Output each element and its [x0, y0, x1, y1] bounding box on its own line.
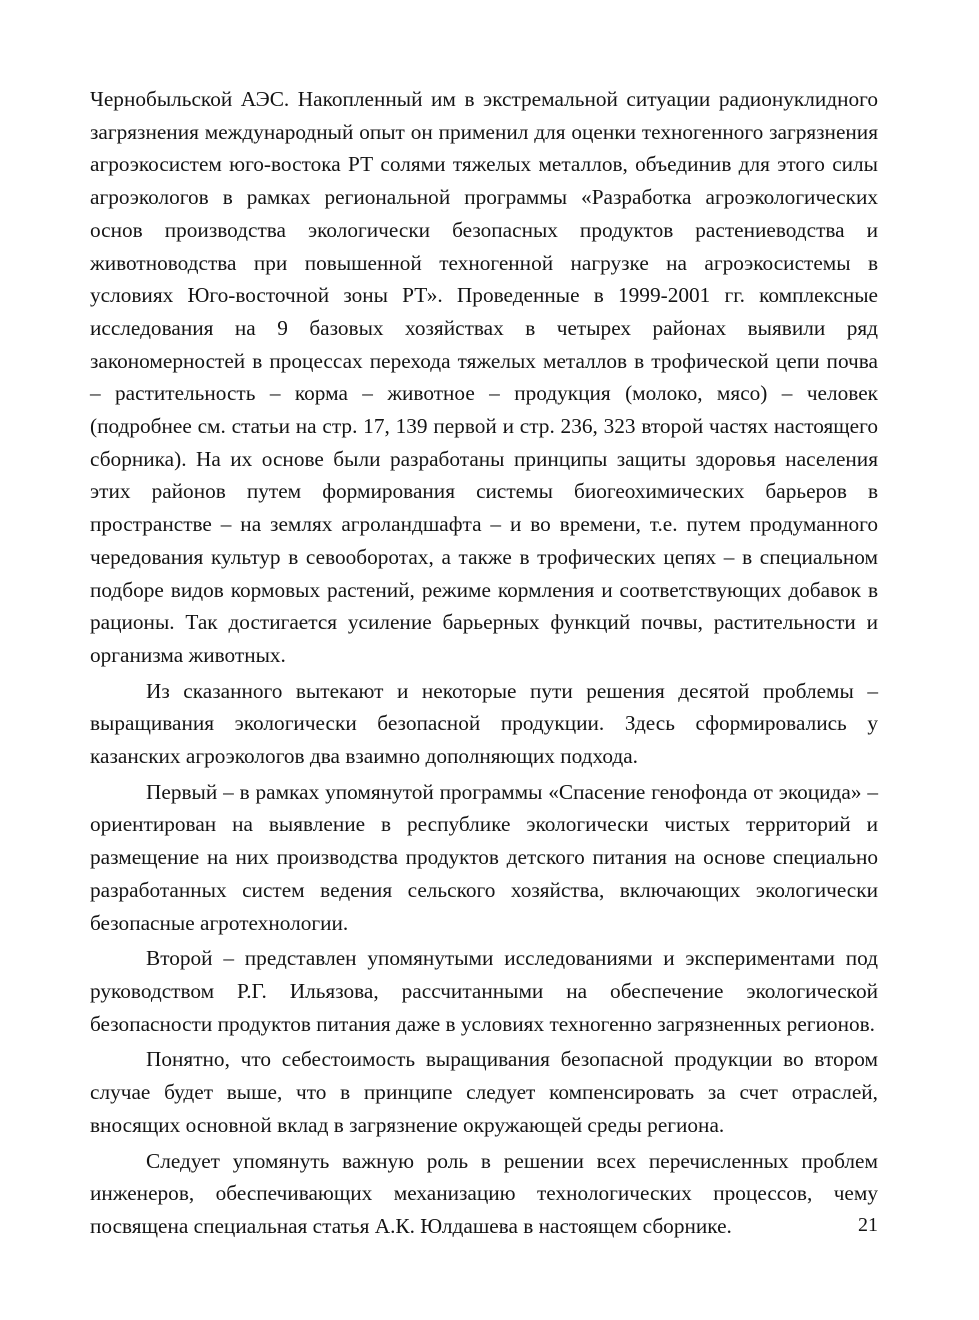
page-number: 21 [858, 1214, 878, 1236]
paragraph-4: Второй – представлен упомянутыми исследованиями и экспериментами под руководством Р.Г. Ильязова, рассчитанными на обеспечение экологической безопасности продуктов питания даже в условиях техногенно загрязненных регионов. [90, 946, 878, 1036]
paragraph-6: Следует упомянуть важную роль в решении всех перечисленных проблем инженеров, обеспечивающих механизацию технологических процессов, чему посвящена специальная статья А.К. Юлдашева в настоящем сборнике. [90, 1148, 878, 1238]
paragraph-5: Понятно, что себестоимость выращивания безопасной продукции во втором случае будет выше, что в принципе следует компенсировать за счет отраслей, вносящих основной вклад в загрязнение окружающей среды региона. [90, 1047, 878, 1137]
paragraph-1: Чернобыльской АЭС. Накопленный им в экстремальной ситуации радионуклидного загрязнения международный опыт он применил для оценки техногенного загрязнения агроэкосистем юго-востока РТ солями тяжелых металлов, объединив для этого силы агроэкологов в рамках региональной программы «Разработка агроэкологических основ производства экологически безопасных продуктов растениеводства и животноводства при повышенной техногенной нагрузке на агроэкосистемы в условиях Юго-восточной зоны РТ». Проведенные в 1999-2001 гг. комплексные исследования на 9 базовых хозяйствах в четырех районах выявили ряд закономерностей в процессах перехода тяжелых металлов в трофической цепи почва – растительность – корма – животное – продукция (молоко, мясо) – человек (подробнее см. статьи на стр. 17, 139 первой и стр. 236, 323 второй частях настоящего сборника). На их основе были разработаны принципы защиты здоровья населения этих районов путем формирования системы биогеохимических барьеров в пространстве – на землях агроландшафта – и во времени, т.е. путем продуманного чередования культур в севооборотах, а также в трофических цепях – в специальном подборе видов кормовых растений, режиме кормления и соответствующих добавок в рационы. Так достигается усиление барьерных функций почвы, растительности и организма животных. [90, 87, 878, 667]
paragraph-3: Первый – в рамках упомянутой программы «Спасение генофонда от экоцида» – ориентирован на выявление в республике экологически чистых территорий и размещение на них производства продуктов детского питания на основе специально разработанных систем ведения сельского хозяйства, включающих экологически безопасные агротехнологии. [90, 779, 878, 935]
paragraph-2: Из сказанного вытекают и некоторые пути решения десятой проблемы – выращивания экологически безопасной продукции. Здесь сформировались у казанских агроэкологов два взаимно дополняющих подхода. [90, 678, 878, 769]
body-text [90, 83, 878, 1243]
